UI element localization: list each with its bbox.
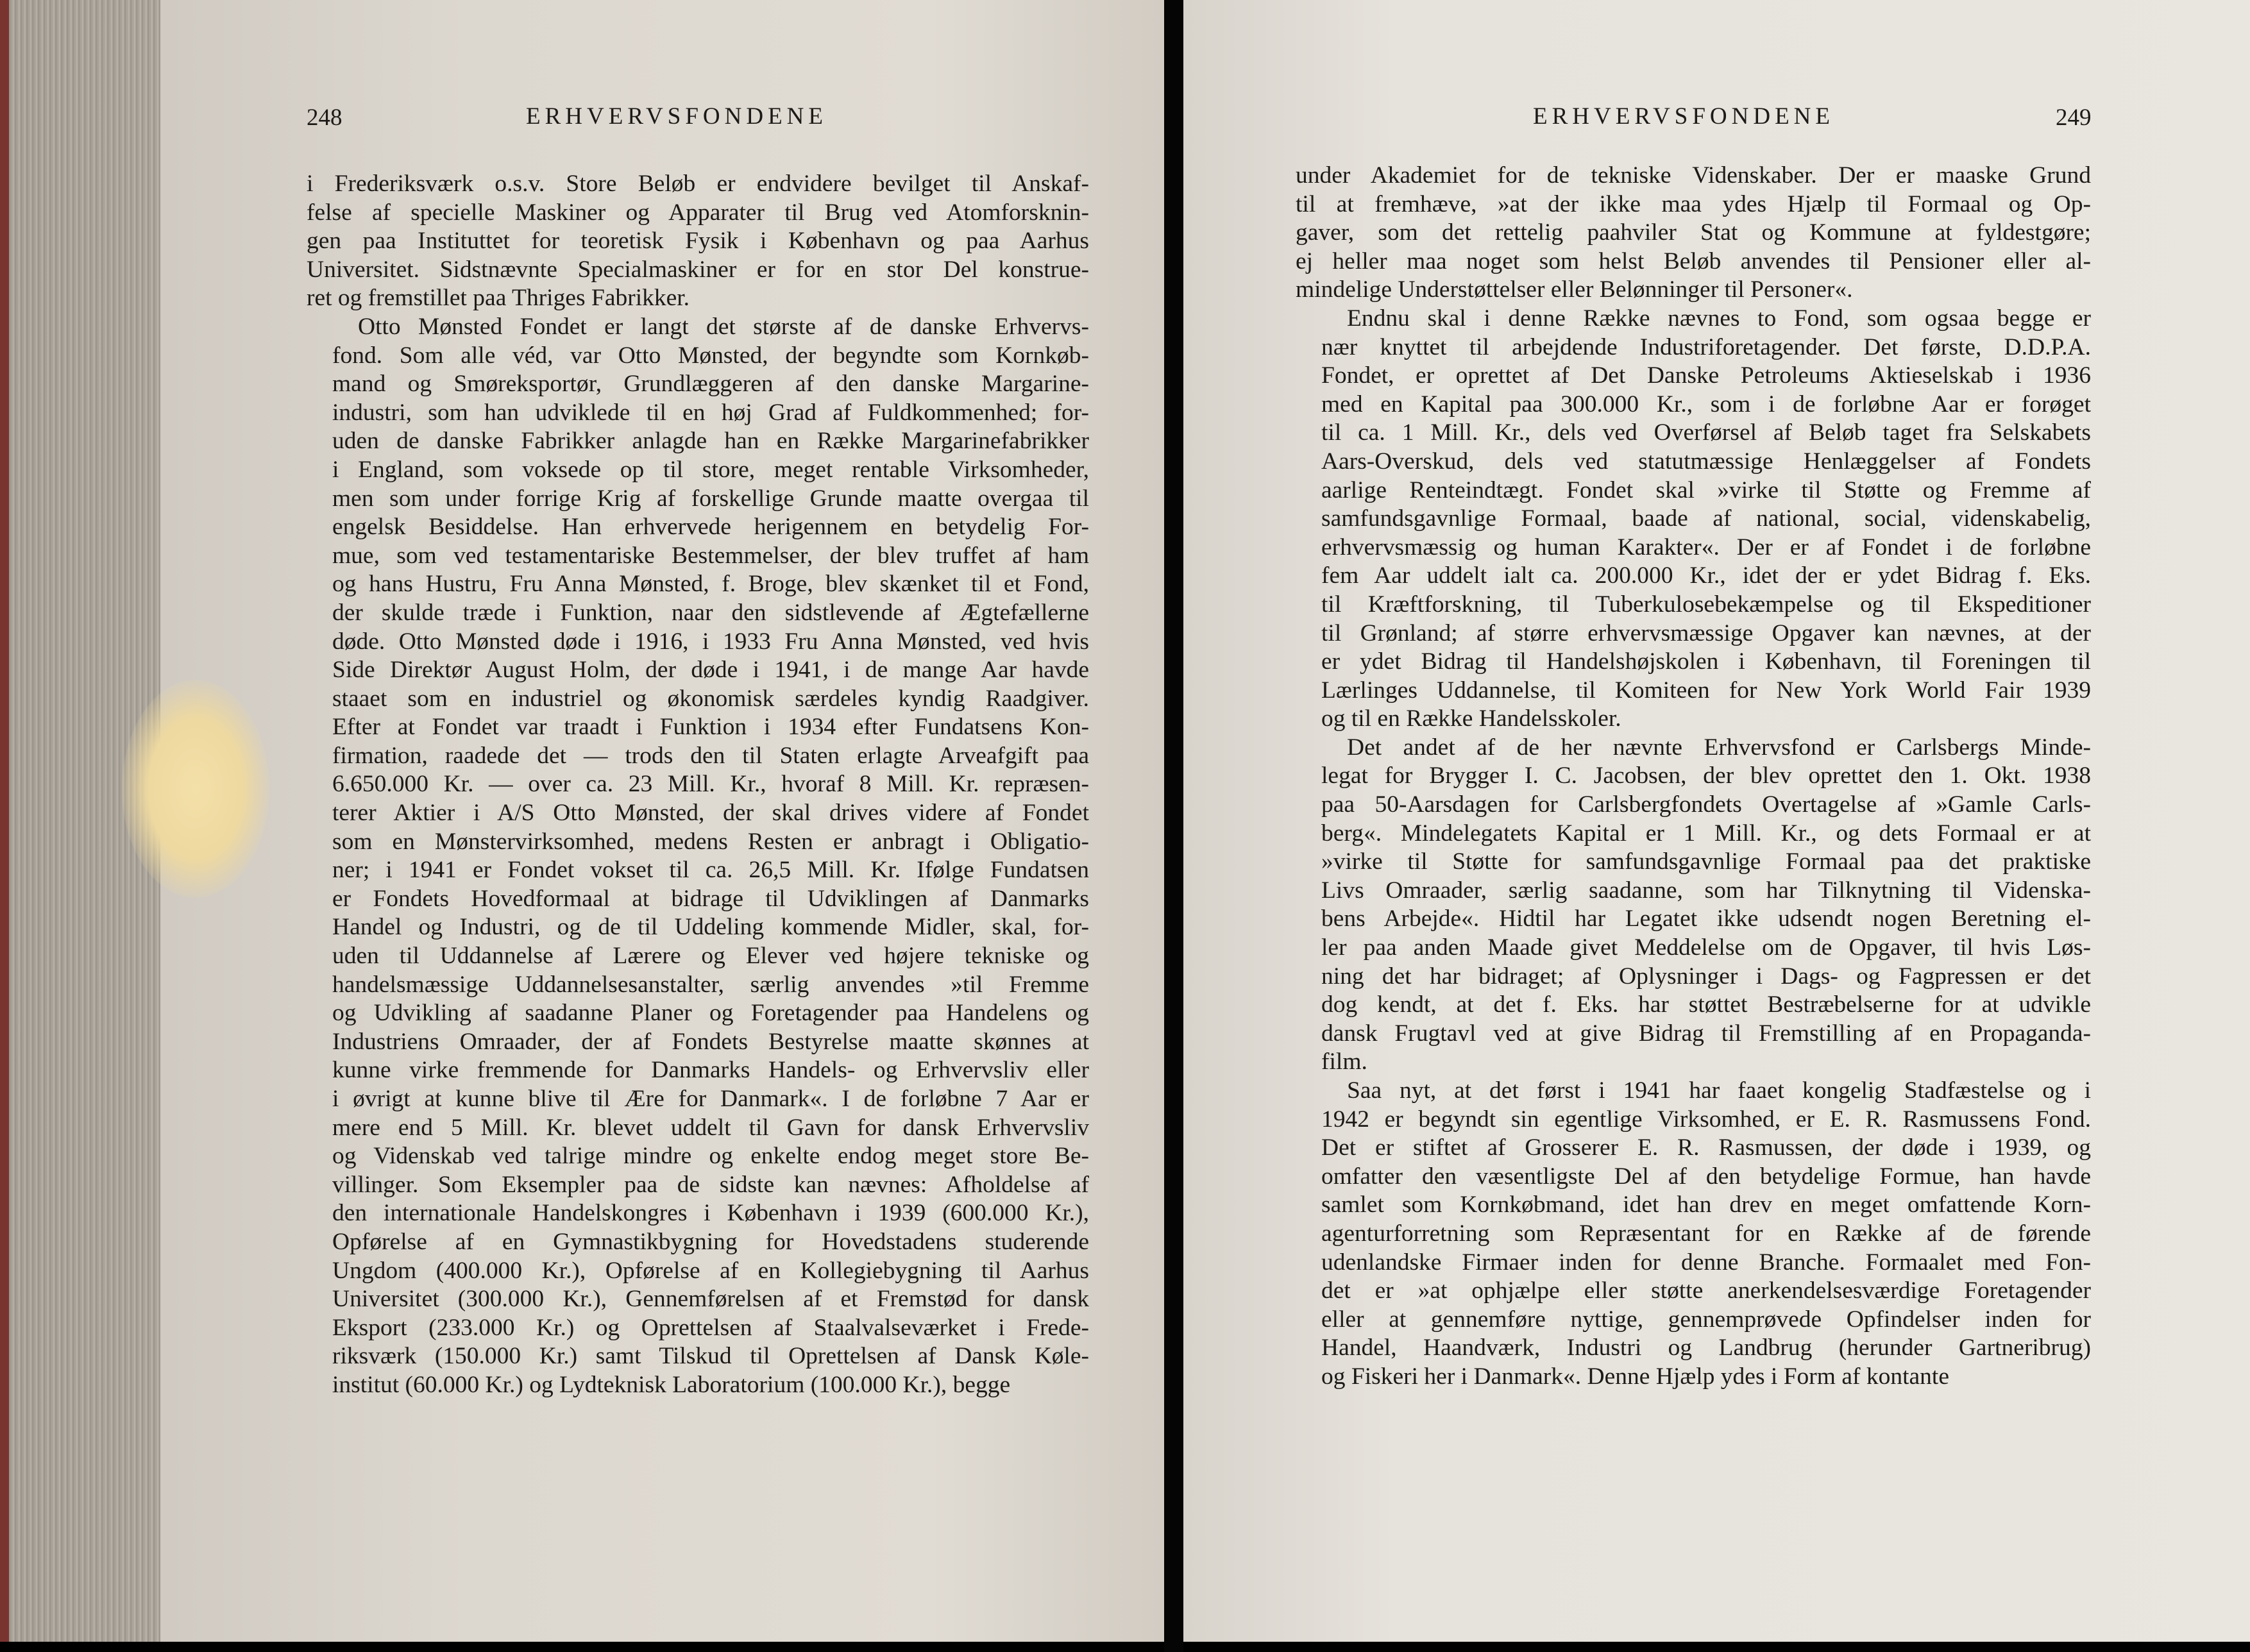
text-line: uden de danske Fabrikker anlagde han en Række Margarinefabrikker <box>332 428 1089 455</box>
text-line: nær knyttet til arbejdende Industriforetagender. Det første, D.D.P.A. <box>1321 333 2091 360</box>
text-line: Universitet. Sidstnævnte Specialmaskiner er for en stor Del konstrue- <box>307 256 1089 283</box>
text-line: Industriens Omraader, der af Fondets Bestyrelse maatte skønnes at <box>332 1028 1089 1055</box>
text-line: i øvrigt at kunne blive til Ære for Danmark«. I de forløbne 7 Aar er <box>332 1086 1089 1112</box>
text-line: 1942 er begyndt sin egentlige Virksomhed, er E. R. Rasmussens Fond. <box>1321 1106 2091 1133</box>
text-line: legat for Brygger I. C. Jacobsen, der blev oprettet den 1. Okt. 1938 <box>1321 763 2091 789</box>
right-page-body <box>1296 162 2091 1392</box>
page-number-left: 248 <box>307 105 343 131</box>
text-line: til Kræftforskning, til Tuberkulosebekæmpelse og til Ekspeditioner <box>1321 591 2091 618</box>
text-line: felse af specielle Maskiner og Apparater til Brug ved Atomforsknin- <box>307 199 1089 226</box>
text-line: villinger. Som Eksempler paa de sidste kan nævnes: Afholdelse af <box>332 1171 1089 1198</box>
light-reflection <box>122 680 269 898</box>
text-line: agenturforretning som Repræsentant for en Række af de førende <box>1321 1220 2091 1247</box>
text-line: ej heller maa noget som helst Beløb anvendes til Pensioner eller al- <box>1296 248 2091 274</box>
text-line: samfundsgavnlige Formaal, baade af national, social, videnskabelig, <box>1321 505 2091 532</box>
text-line: dog kendt, at det f. Eks. har støttet Bestræbelserne for at udvikle <box>1321 991 2091 1018</box>
text-line: gaver, som det rettelig paahviler Stat og Kommune at fyldestgøre; <box>1296 219 2091 246</box>
text-line: ler paa anden Maade givet Meddelelse om de Opgaver, til hvis Løs- <box>1321 934 2091 961</box>
text-line: Lærlinges Uddannelse, til Komiteen for New York World Fair 1939 <box>1321 677 2091 704</box>
text-line: omfatter den væsentligste Del af den betydelige Formue, han havde <box>1321 1163 2091 1190</box>
text-line: dansk Frugtavl ved at give Bidrag til Fremstilling af en Propaganda- <box>1321 1020 2091 1047</box>
text-line: berg«. Mindelegatets Kapital er 1 Mill. Kr., og dets Formaal er at <box>1321 820 2091 847</box>
text-line: den internationale Handelskongres i København i 1939 (600.000 Kr.), <box>332 1200 1089 1227</box>
text-line: firmation, raadede det — trods den til Staten erlagte Arveafgift paa <box>332 742 1089 769</box>
text-line: mue, som ved testamentariske Bestemmelser, der blev truffet af ham <box>332 542 1089 569</box>
text-line: industri, som han udviklede til en høj Grad af Fuldkommenhed; for- <box>332 399 1089 426</box>
text-line: det er »at ophjælpe eller støtte anerkendelsesværdige Foretagender <box>1321 1277 2091 1304</box>
text-line: kunne virke fremmende for Danmarks Handels- og Erhvervsliv eller <box>332 1057 1089 1084</box>
text-line: handelsmæssige Uddannelsesanstalter, særlig anvendes »til Fremme <box>332 971 1089 998</box>
right-page <box>1183 0 2250 1642</box>
text-line: Det er stiftet af Grosserer E. R. Rasmussen, der døde i 1939, og <box>1321 1134 2091 1161</box>
text-line: mindelige Understøttelser eller Belønninger til Personer«. <box>1296 276 1853 303</box>
text-line: Efter at Fondet var traadt i Funktion i 1934 efter Fundatsens Kon- <box>332 714 1089 741</box>
text-line: uden til Uddannelse af Lærere og Elever ved højere tekniske og <box>332 943 1089 970</box>
text-line: aarlige Renteindtægt. Fondet skal »virke til Støtte og Fremme af <box>1321 476 2091 503</box>
text-line: Det andet af de her nævnte Erhvervsfond er Carlsbergs Minde- <box>1347 734 2091 761</box>
text-line: udenlandske Firmaer inden for denne Branche. Formaalet med Fon- <box>1321 1249 2091 1276</box>
text-line: til at fremhæve, »at der ikke maa ydes Hjælp til Formaal og Op- <box>1296 190 2091 217</box>
text-line: under Akademiet for de tekniske Videnskaber. Der er maaske Grund <box>1296 162 2091 189</box>
text-line: som en Mønstervirksomhed, medens Resten er anbragt i Obligatio- <box>332 828 1089 855</box>
text-line: Side Direktør August Holm, der døde i 1941, i de mange Aar havde <box>332 657 1089 684</box>
text-line: og Fiskeri her i Danmark«. Denne Hjælp ydes i Form af kontante <box>1321 1363 1949 1390</box>
text-line: er ydet Bidrag til Handelshøjskolen i København, til Foreningen til <box>1321 648 2091 675</box>
text-line: bens Arbejde«. Hidtil har Legatet ikke udsendt nogen Beretning el- <box>1321 906 2091 932</box>
text-line: med en Kapital paa 300.000 Kr., som i de forløbne Aar er forøget <box>1321 391 2091 417</box>
text-line: og Videnskab ved talrige mindre og enkelte endog meget store Be- <box>332 1143 1089 1170</box>
text-line: døde. Otto Mønsted døde i 1916, i 1933 Fru Anna Mønsted, ved hvis <box>332 628 1089 655</box>
text-line: »virke til Støtte for samfundsgavnlige Formaal paa det praktiske <box>1321 848 2091 875</box>
text-line: staaet som en industriel og økonomisk særdeles kyndig Raadgiver. <box>332 685 1089 712</box>
text-line: riksværk (150.000 Kr.) samt Tilskud til Oprettelsen af Dansk Køle- <box>332 1343 1089 1370</box>
text-line: Eksport (233.000 Kr.) og Oprettelsen af Staalvalseværket i Frede- <box>332 1314 1089 1341</box>
text-line: Fondet, er oprettet af Det Danske Petroleums Aktieselskab i 1936 <box>1321 362 2091 389</box>
text-line: Endnu skal i denne Række nævnes to Fond, som ogsaa begge er <box>1347 305 2091 332</box>
text-line: til Grønland; af større erhvervsmæssige Opgaver kan nævnes, at der <box>1321 620 2091 646</box>
text-line: men som under forrige Krig af forskellige Grunde maatte overgaa til <box>332 485 1089 512</box>
text-line: der skulde træde i Funktion, naar den sidstlevende af Ægtefællerne <box>332 599 1089 626</box>
text-line: terer Aktier i A/S Otto Mønsted, der skal drives videre af Fondet <box>332 800 1089 827</box>
paragraph <box>307 313 1089 1400</box>
text-line: Ungdom (400.000 Kr.), Opførelse af en Kollegiebygning til Aarhus <box>332 1257 1089 1284</box>
text-line: institut (60.000 Kr.) og Lydteknisk Laboratorium (100.000 Kr.), begge <box>332 1371 1011 1398</box>
text-line: Otto Mønsted Fondet er langt det største af de danske Erhvervs- <box>358 313 1089 340</box>
text-line: og hans Hustru, Fru Anna Mønsted, f. Broge, blev skænket til et Fond, <box>332 571 1089 598</box>
text-line: mand og Smøreksportør, Grundlæggeren af den danske Margarine- <box>332 371 1089 398</box>
text-line: mere end 5 Mill. Kr. blevet uddelt til Gavn for dansk Erhvervsliv <box>332 1114 1089 1141</box>
text-line: eller at gennemføre nyttige, gennemprøvede Opfindelser inden for <box>1321 1306 2091 1333</box>
text-line: paa 50-Aarsdagen for Carlsbergfondets Overtagelse af »Gamle Carls- <box>1321 791 2091 818</box>
text-line: gen paa Instituttet for teoretisk Fysik i København og paa Aarhus <box>307 228 1089 255</box>
text-line: fond. Som alle véd, var Otto Mønsted, der begyndte som Kornkøb- <box>332 342 1089 369</box>
text-line: erhvervsmæssig og human Karakter«. Der er af Fondet i de forløbne <box>1321 534 2091 560</box>
running-head-left: ERHVERVSFONDENE <box>526 103 827 130</box>
text-line: til ca. 1 Mill. Kr., dels ved Overførsel af Beløb taget fra Selskabets <box>1321 419 2091 446</box>
book-edge <box>0 0 9 1642</box>
text-line: og Udvikling af saadanne Planer og Foretagender paa Handelens og <box>332 1000 1089 1027</box>
text-line: Handel og Industri, og de til Uddeling kommende Midler, skal, for- <box>332 914 1089 941</box>
paragraph <box>307 170 1089 313</box>
text-line: ret og fremstillet paa Thriges Fabrikker. <box>307 285 690 312</box>
text-line: ner; i 1941 er Fondet vokset til ca. 26,5 Mill. Kr. Ifølge Fundatsen <box>332 857 1089 884</box>
text-line: Saa nyt, at det først i 1941 har faaet kongelig Stadfæstelse og i <box>1347 1077 2091 1104</box>
text-line: samlet som Kornkøbmand, idet han drev en meget omfattende Korn- <box>1321 1192 2091 1218</box>
text-line: fem Aar uddelt ialt ca. 200.000 Kr., idet der er ydet Bidrag f. Eks. <box>1321 562 2091 589</box>
text-line: i England, som voksede op til store, meget rentable Virksomheder, <box>332 456 1089 483</box>
text-line: Universitet (300.000 Kr.), Gennemførelsen af et Fremstød for dansk <box>332 1286 1089 1313</box>
text-line: film. <box>1321 1049 1367 1075</box>
text-line: Livs Omraader, særlig saadanne, som har Tilknytning til Videnska- <box>1321 877 2091 904</box>
paragraph <box>1296 734 2091 1077</box>
paragraph <box>1296 305 2091 734</box>
left-page-body <box>307 170 1089 1400</box>
text-line: Opførelse af en Gymnastikbygning for Hovedstadens studerende <box>332 1228 1089 1255</box>
text-line: ning det har bidraget; af Oplysninger i Dags- og Fagpressen er det <box>1321 963 2091 990</box>
paragraph <box>1296 1077 2091 1392</box>
text-line: er Fondets Hovedformaal at bidrage til Udviklingen af Danmarks <box>332 885 1089 912</box>
text-line: engelsk Besiddelse. Han erhvervede herigennem en betydelig For- <box>332 514 1089 541</box>
page-number-right: 249 <box>2056 105 2092 131</box>
book-gutter <box>1164 0 1183 1652</box>
text-line: i Frederiksværk o.s.v. Store Beløb er endvidere bevilget til Anskaf- <box>307 171 1089 197</box>
text-line: Handel, Haandværk, Industri og Landbrug (herunder Gartneribrug) <box>1321 1335 2091 1361</box>
running-head-right: ERHVERVSFONDENE <box>1533 103 1834 130</box>
text-line: og til en Række Handelsskoler. <box>1321 705 1621 732</box>
text-line: 6.650.000 Kr. — over ca. 23 Mill. Kr., hvoraf 8 Mill. Kr. repræsen- <box>332 771 1089 798</box>
paragraph <box>1296 162 2091 305</box>
text-line: Aars-Overskud, dels ved statutmæssige Henlæggelser af Fondets <box>1321 448 2091 475</box>
